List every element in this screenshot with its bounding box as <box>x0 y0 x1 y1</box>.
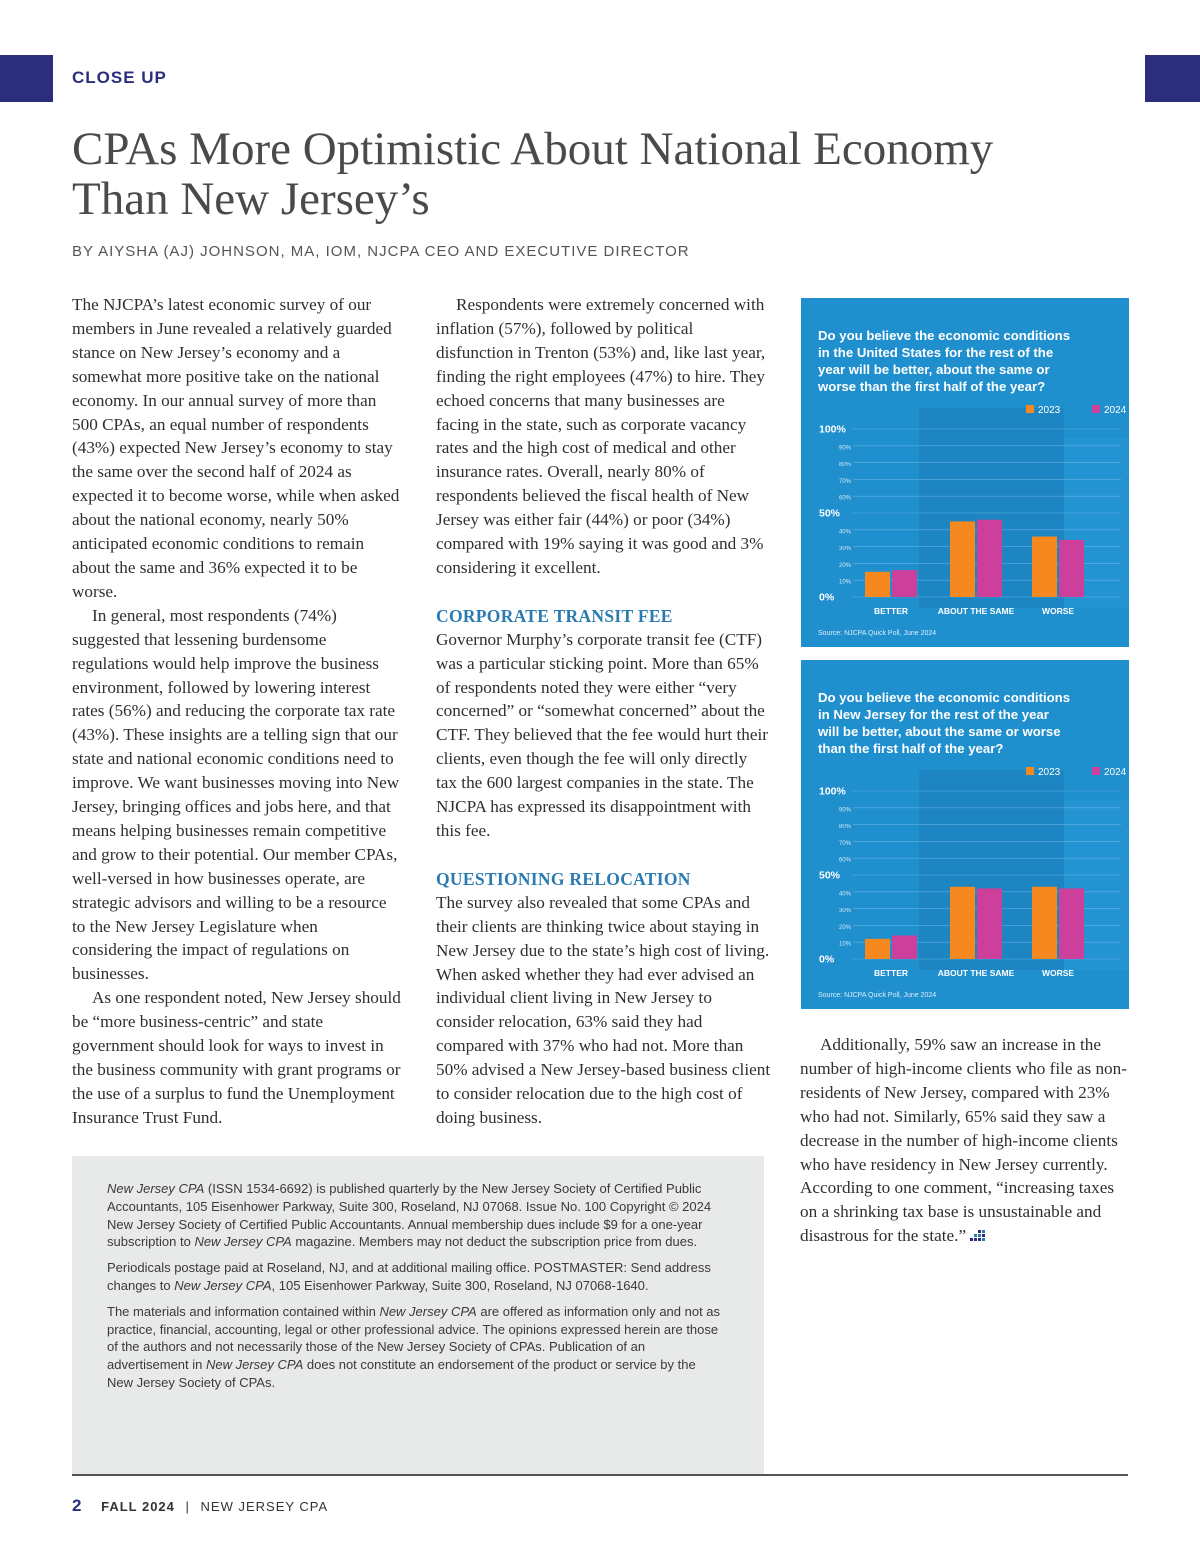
x-tick-label: WORSE <box>1041 606 1075 616</box>
column-2 <box>436 293 771 1130</box>
y-tick-label: 40% <box>839 891 852 898</box>
x-tick-label: BETTER <box>874 968 908 978</box>
chart-nj-economy-svg <box>801 660 1129 1009</box>
title-line-2: Than New Jersey’s <box>72 173 430 225</box>
y-tick-label: 30% <box>839 546 852 553</box>
y-tick-label: 70% <box>839 840 852 847</box>
chart-title-line: in the United States for the rest of the <box>818 345 1054 360</box>
y-tick-label: 60% <box>839 495 852 502</box>
bar-better-2023 <box>865 939 890 959</box>
bar-better-2024 <box>892 935 917 959</box>
bar-worse-2023 <box>1032 887 1057 959</box>
legend-label-2024: 2024 <box>1104 767 1127 778</box>
header-accent-left <box>0 55 53 102</box>
legend-swatch-2024 <box>1092 405 1100 413</box>
publication-name: NEW JERSEY CPA <box>200 1499 329 1514</box>
y-tick-label: 50% <box>819 869 841 882</box>
y-tick-label: 100% <box>819 423 846 436</box>
bar-about-the-same-2024 <box>977 888 1002 959</box>
chart-title-line: than the first half of the year? <box>818 741 1004 756</box>
x-tick-label: ABOUT THE SAME <box>937 606 1015 616</box>
notice-paragraph-3: The materials and information contained within New Jersey CPA are offered as information only and not as practice, financial, accounting, legal or other professional advice. The opinions expressed herein are those of the authors and not necessarily those of the New Jersey Society of CPAs. Publication of an advertisement in New Jersey CPA does not constitute an endorsement of the product or service by the New Jersey Society of CPAs. <box>107 1303 721 1390</box>
y-tick-label: 80% <box>839 462 852 469</box>
notice-paragraph-1: New Jersey CPA (ISSN 1534-6692) is published quarterly by the New Jersey Society of Certified Public Accountants, 105 Eisenhower Parkway, Suite 300, Roseland, NJ 07068. Issue No. 100 Copyright © 2024 New Jersey Society of Certified Public Accountants. Annual membership dues include $9 for a one-year subscription to New Jersey CPA magazine. Members may not deduct the subscription price from dues. <box>107 1181 712 1250</box>
y-tick-label: 30% <box>839 908 852 915</box>
bar-worse-2023 <box>1032 537 1057 597</box>
chart-title <box>817 690 1070 756</box>
y-tick-label: 90% <box>839 445 852 452</box>
footer-separator: | <box>185 1499 190 1514</box>
chart-title-line: Do you believe the economic conditions <box>818 328 1071 343</box>
legend-swatch-2024 <box>1092 767 1100 775</box>
article-title <box>72 124 1132 224</box>
paragraph-4: Respondents were extremely concerned with inflation (57%), followed by political disfunction in Trenton (53%) and, like last year, finding the right employees (47%) to hire. They echoed concerns that many businesses are facing in the state, such as corporate vacancy rates and the high cost of medical and other insurance rates. Overall, nearly 80% of respondents believed the fiscal health of New Jersey was either fair (44%) or poor (34%) compared with 19% saying it was good and 3% considering it excellent. <box>436 295 766 577</box>
y-tick-label: 0% <box>819 953 835 966</box>
paragraph-6: The survey also revealed that some CPAs and their clients are thinking twice about staying in New Jersey due to the state’s high cost of living. When asked whether they had ever advised an individual client living in New Jersey to consider relocation, 63% said they had compared with 37% who had not. More than 50% advised a New Jersey-based business client to consider relocation due to the high cost of doing business. <box>436 892 771 1127</box>
paragraph-2: In general, most respondents (74%) suggested that lessening burdensome regulations would help improve the business environment, followed by lowering interest rates (56%) and reducing the corporate tax rate (43%). These insights are a telling sign that our state and national economic conditions need to improve. We want businesses moving into New Jersey, bringing offices and jobs here, and that means helping businesses remain competitive and grow to their potential. Our member CPAs, well-versed in how businesses operate, are strategic advisors and willing to be a resource to the New Jersey Legislature when considering the impact of regulations on businesses. <box>72 605 400 984</box>
y-tick-label: 70% <box>839 478 852 485</box>
chart-title <box>817 328 1070 394</box>
chart-us-economy-svg <box>801 298 1129 647</box>
title-line-1: CPAs More Optimistic About National Economy <box>72 123 994 175</box>
y-tick-label: 10% <box>839 941 852 948</box>
y-tick-label: 0% <box>819 591 835 604</box>
issue-label: FALL 2024 <box>101 1499 175 1514</box>
legend-label-2023: 2023 <box>1038 767 1061 778</box>
y-tick-label: 100% <box>819 785 846 798</box>
chart-us-economy <box>801 298 1129 647</box>
publication-notice <box>72 1156 764 1474</box>
paragraph-7-text: Additionally, 59% saw an increase in the number of high-income clients who file as non-residents of New Jersey, compared with 23% who had not. Similarly, 65% said they saw a decrease in the number of high-income clients who have residency in New Jersey currently. According to one comment, “increasing taxes on a shrinking tax base is unsustainable and disastrous for the state.” <box>800 1035 1127 1246</box>
legend-swatch-2023 <box>1026 767 1034 775</box>
bar-better-2024 <box>892 570 917 597</box>
paragraph-1: The NJCPA’s latest economic survey of our members in June revealed a relatively guarded stance on New Jersey’s economy and a somewhat more positive take on the national economy. In our annual survey of more than 500 CPAs, an equal number of respondents (43%) expected New Jersey’s economy to stay the same over the second half of 2024 as expected it to become worse, while when asked about the national economy, nearly 50% anticipated economic conditions to remain about the same and 36% expected it to be worse. <box>72 295 400 601</box>
bar-about-the-same-2023 <box>950 521 975 597</box>
bar-about-the-same-2024 <box>977 520 1002 597</box>
y-tick-label: 50% <box>819 507 841 520</box>
y-tick-label: 10% <box>839 579 852 586</box>
header-accent-right <box>1145 55 1200 102</box>
paragraph-5: Governor Murphy’s corporate transit fee (CTF) was a particular sticking point. More than 65% of respondents noted they were either “very concerned” or “somewhat concerned” about the CTF. They believed that the fee would hurt their clients, even though the fee will only directly tax the 600 largest companies in the state. The NJCPA has expressed its disappointment with this fee. <box>436 629 768 841</box>
x-tick-label: ABOUT THE SAME <box>937 968 1015 978</box>
chart-source: Source: NJCPA Quick Poll, June 2024 <box>818 992 937 999</box>
column-3 <box>800 1033 1135 1248</box>
heading-corporate-transit-fee: CORPORATE TRANSIT FEE <box>436 605 673 626</box>
legend-label-2023: 2023 <box>1038 405 1061 416</box>
section-label: CLOSE UP <box>72 68 167 87</box>
heading-questioning-relocation: QUESTIONING RELOCATION <box>436 868 691 889</box>
chart-title-line: year will be better, about the same or <box>818 362 1050 377</box>
end-mark-icon <box>969 1230 985 1244</box>
chart-nj-economy <box>801 660 1129 1009</box>
chart-title-line: Do you believe the economic conditions <box>818 690 1071 705</box>
paragraph-7 <box>800 1033 1135 1248</box>
chart-title-line: worse than the first half of the year? <box>818 379 1046 394</box>
y-tick-label: 40% <box>839 529 852 536</box>
chart-source: Source: NJCPA Quick Poll, June 2024 <box>818 630 937 637</box>
footer-rule <box>72 1474 1128 1476</box>
chart-title-line: in New Jersey for the rest of the year <box>818 707 1049 722</box>
page-number: 2 <box>72 1496 83 1515</box>
x-tick-label: BETTER <box>874 606 908 616</box>
bar-worse-2024 <box>1059 540 1084 597</box>
bar-worse-2024 <box>1059 888 1084 959</box>
y-tick-label: 90% <box>839 807 852 814</box>
bar-better-2023 <box>865 572 890 597</box>
chart-title-line: will be better, about the same or worse <box>818 724 1061 739</box>
y-tick-label: 20% <box>839 924 852 931</box>
page-footer <box>72 1496 328 1516</box>
bar-about-the-same-2023 <box>950 887 975 959</box>
byline: BY AIYSHA (AJ) JOHNSON, MA, IOM, NJCPA CEO AND EXECUTIVE DIRECTOR <box>72 243 690 260</box>
legend-swatch-2023 <box>1026 405 1034 413</box>
y-tick-label: 20% <box>839 562 852 569</box>
column-1 <box>72 293 402 1130</box>
y-tick-label: 60% <box>839 857 852 864</box>
x-tick-label: WORSE <box>1041 968 1075 978</box>
notice-paragraph-2: Periodicals postage paid at Roseland, NJ, and at additional mailing office. POSTMASTER: Send address changes to New Jersey CPA, 105 Eisenhower Parkway, Suite 300, Roseland, NJ 07068-1640. <box>107 1260 711 1293</box>
legend-label-2024: 2024 <box>1104 405 1127 416</box>
paragraph-3: As one respondent noted, New Jersey should be “more business-centric” and state government should look for ways to invest in the business community with grant programs or the use of a surplus to fund the Unemployment Insurance Trust Fund. <box>72 988 401 1127</box>
y-tick-label: 80% <box>839 824 852 831</box>
